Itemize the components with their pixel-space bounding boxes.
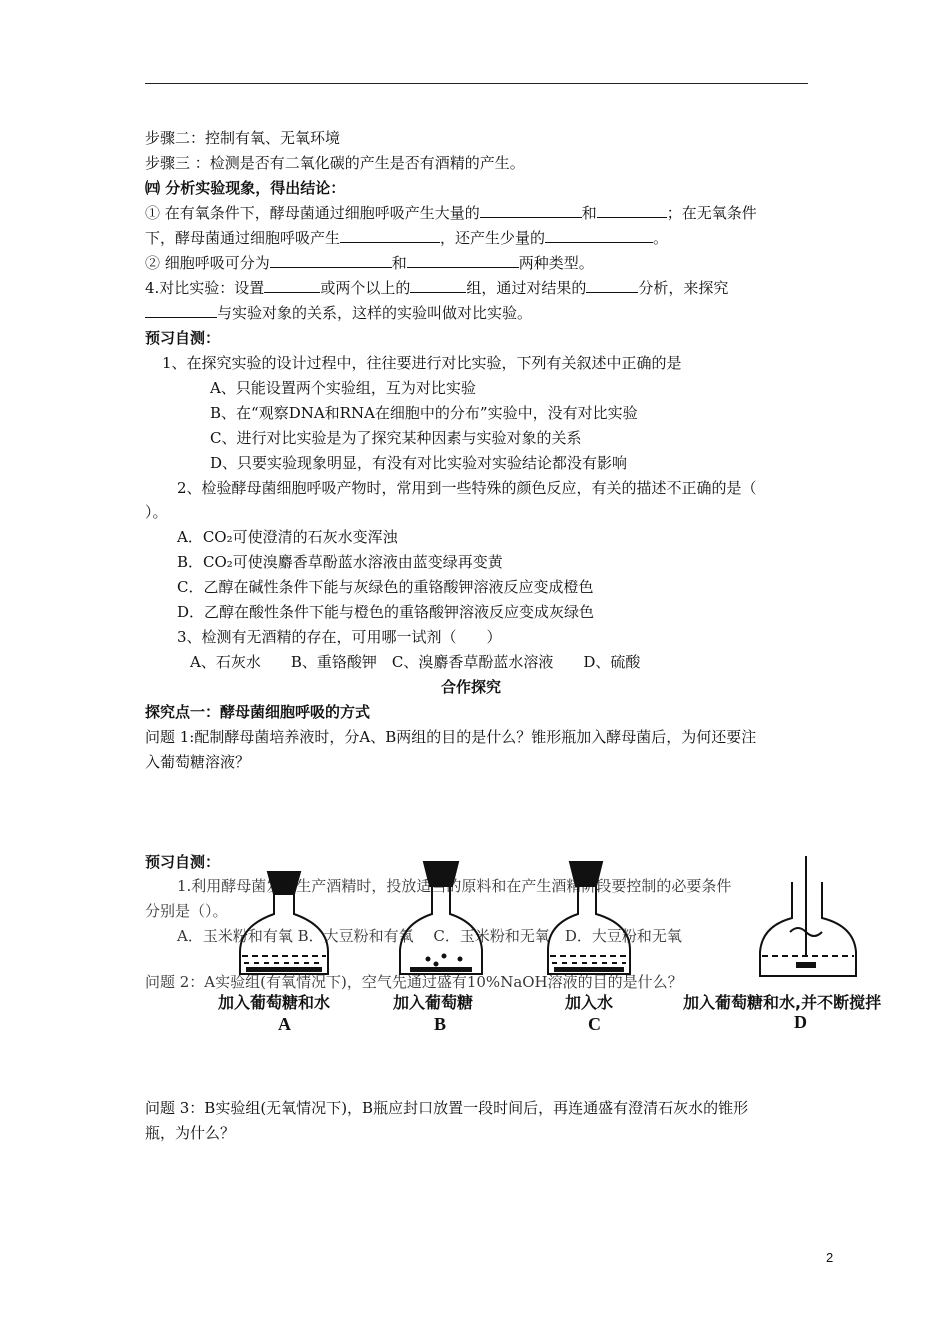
question-2-option-c: C．乙醇在碱性条件下能与灰绿色的重铬酸钾溶液反应变成橙色 [177,578,594,596]
text: ，还产生少量的 [440,229,546,247]
contrast-experiment-line2 [145,303,532,323]
step-three: 步骤三 ：检测是否有二氧化碳的产生是否有酒精的产生。 [145,154,525,172]
preview-heading-2: 预习自测： [145,853,221,871]
question-1-option-b: B、在“观察DNA和RNA在细胞中的分布”实验中，没有对比实验 [210,404,638,422]
question-2-tail: ）。 [145,503,168,521]
flask-letter-d: D [794,1012,807,1032]
question-1-option-c: C、进行对比实验是为了探究某种因素与实验对象的关系 [210,429,582,447]
text: ① 在有氧条件下，酵母菌通过细胞呼吸产生大量的 [145,204,480,222]
text: 4.对比实验：设置 [145,279,265,297]
fill-blank[interactable] [407,253,519,268]
step-two: 步骤二：控制有氧、无氧环境 [145,129,341,147]
flask-label-a: 加入葡萄糖和水 [218,993,331,1012]
fill-blank[interactable] [264,278,320,293]
flask-letter-b: B [434,1014,447,1034]
preview-heading: 预习自测： [145,329,221,347]
analysis-heading: ㈣ 分析实验现象，得出结论： [145,179,346,197]
text: 分析，来探究 [638,279,729,297]
flask-label-d: 加入葡萄糖和水,并不断搅拌 [683,993,882,1012]
question-1-option-d: D、只要实验现象明显，有没有对比实验对实验结论都没有影响 [210,454,628,472]
preview-question-1-options: A．玉米粉和有氧 B．大豆粉和有氧 C．玉米粉和无氧 D．大豆粉和无氧 [177,927,682,945]
conclusion-2 [145,253,594,273]
text: 下，酵母菌通过细胞呼吸产生 [145,229,341,247]
cooperation-heading: 合作探究 [441,678,502,696]
flask-label-b: 加入葡萄糖 [393,993,474,1012]
header-rule [145,83,808,84]
text: 组，通过对结果的 [466,279,587,297]
problem-3-line2: 瓶，为什么？ [145,1124,236,1142]
contrast-experiment-line1 [145,278,728,298]
explore-point-1: 探究点一：酵母菌细胞呼吸的方式 [145,703,371,721]
flask-label-c: 加入水 [565,993,614,1012]
page-number: 2 [826,1250,834,1265]
question-2-option-a: A．CO₂可使澄清的石灰水变浑浊 [177,528,398,546]
problem-3-line1: 问题 3：B实验组(无氧情况下)，B瓶应封口放置一段时间后，再连通盛有澄清石灰水的锥形 [145,1099,749,1117]
text: ；在无氧条件 [666,204,757,222]
fill-blank[interactable] [410,278,466,293]
problem-1-line1: 问题 1:配制酵母菌培养液时，分A、B两组的目的是什么？锥形瓶加入酵母菌后，为何还要注 [145,728,757,746]
conclusion-1-line2 [145,228,668,248]
fill-blank[interactable] [597,203,667,218]
text: ② 细胞呼吸可分为 [145,254,270,272]
preview-question-1-line1: 1.利用酵母菌发酵生产酒精时，投放适当的原料和在产生酒精阶段要控制的必要条件 [177,877,732,895]
problem-2: 问题 2：A实验组(有氧情况下)，空气先通过盛有10%NaOH溶液的目的是什么？ [145,973,683,991]
question-3: 3、检测有无酒精的存在，可用哪一试剂（ ） [177,628,502,646]
fill-blank[interactable] [545,228,653,243]
question-2: 2、检验酵母菌细胞呼吸产物时，常用到一些特殊的颜色反应，有关的描述不正确的是（ [177,479,757,497]
preview-question-1-line2: 分别是（）。 [145,902,228,920]
conclusion-1-line1 [145,203,757,223]
text: 和 [581,204,597,222]
question-1: 1、在探究实验的设计过程中，往往要进行对比实验，下列有关叙述中正确的是 [162,354,682,372]
question-2-option-d: D．乙醇在酸性条件下能与橙色的重铬酸钾溶液反应变成灰绿色 [177,603,595,621]
flask-letter-c: C [588,1014,601,1034]
text: 和 [391,254,407,272]
text: 。 [653,229,669,247]
question-1-option-a: A、只能设置两个实验组，互为对比实验 [210,379,476,397]
fill-blank[interactable] [270,253,392,268]
problem-1-line2: 入葡萄糖溶液？ [145,753,251,771]
text: 两种类型。 [518,254,594,272]
question-2-option-b: B．CO₂可使溴麝香草酚蓝水溶液由蓝变绿再变黄 [177,553,503,571]
flask-d-icon [760,856,856,976]
flask-letter-a: A [278,1014,291,1034]
fill-blank[interactable] [586,278,638,293]
fill-blank[interactable] [145,303,217,318]
text: 或两个以上的 [320,279,411,297]
text: 与实验对象的关系，这样的实验叫做对比实验。 [217,304,533,322]
fill-blank[interactable] [340,228,440,243]
fill-blank[interactable] [480,203,582,218]
question-3-options: A、石灰水 B、重铬酸钾 C、溴麝香草酚蓝水溶液 D、硫酸 [190,653,641,671]
